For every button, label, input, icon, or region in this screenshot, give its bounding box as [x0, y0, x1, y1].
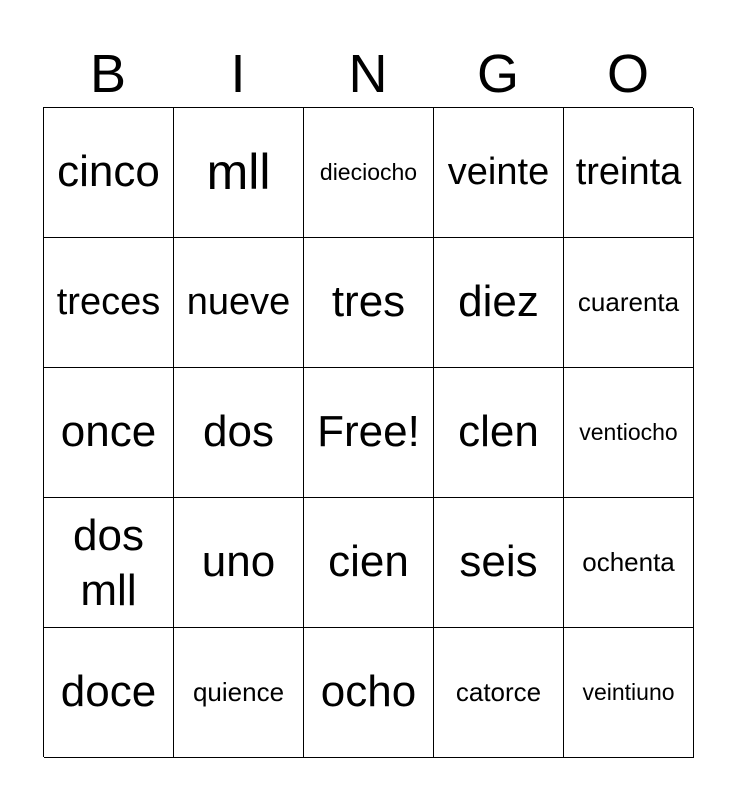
cell-label: tres — [331, 277, 406, 327]
bingo-cell[interactable] — [564, 238, 694, 368]
bingo-cell[interactable] — [434, 498, 564, 628]
bingo-cell[interactable] — [564, 108, 694, 238]
header-letter-n: N — [348, 44, 388, 104]
cell-label: mll — [206, 143, 271, 200]
cell-label: seis — [459, 537, 538, 587]
bingo-cell[interactable] — [174, 238, 304, 368]
cell-label: cinco — [57, 147, 160, 197]
cell-label: doce — [60, 667, 157, 717]
bingo-cell[interactable] — [564, 498, 694, 628]
bingo-cell[interactable] — [304, 238, 434, 368]
cell-label: dos mll — [73, 510, 144, 615]
bingo-cell[interactable] — [44, 498, 174, 628]
cell-label: cien — [328, 537, 409, 587]
cell-label: dos — [203, 407, 274, 457]
header-letter-i: I — [230, 44, 246, 104]
cell-label: treinta — [575, 150, 682, 193]
bingo-header — [43, 40, 693, 108]
header-letter-b: B — [89, 44, 127, 104]
cell-label: veinte — [447, 150, 550, 193]
cell-label: ocho — [320, 667, 417, 717]
bingo-cell[interactable] — [434, 628, 564, 758]
free-space-cell[interactable] — [304, 368, 434, 498]
bingo-cell[interactable] — [174, 108, 304, 238]
bingo-cell[interactable] — [304, 498, 434, 628]
cell-label: clen — [458, 407, 539, 457]
cell-label: treces — [56, 280, 161, 323]
cell-label: quience — [192, 676, 285, 707]
bingo-cell[interactable] — [44, 368, 174, 498]
cell-label: diez — [458, 277, 539, 327]
cell-label: ventiocho — [579, 419, 678, 446]
cell-label: uno — [201, 537, 276, 587]
cell-label: dieciocho — [319, 159, 418, 186]
bingo-cell[interactable] — [564, 628, 694, 758]
bingo-cell[interactable] — [564, 368, 694, 498]
bingo-cell[interactable] — [434, 368, 564, 498]
cell-label: cuarenta — [577, 286, 680, 317]
cell-label: Free! — [317, 407, 420, 457]
header-letter-g: G — [476, 44, 519, 104]
bingo-board — [43, 107, 693, 757]
cell-label: once — [60, 407, 157, 457]
header-letter-o: O — [606, 44, 649, 104]
cell-label: veintiuno — [582, 679, 675, 706]
cell-label: catorce — [455, 676, 542, 707]
bingo-cell[interactable] — [174, 368, 304, 498]
bingo-cell[interactable] — [44, 108, 174, 238]
bingo-cell[interactable] — [174, 498, 304, 628]
cell-label: ochenta — [582, 546, 675, 577]
bingo-cell[interactable] — [304, 628, 434, 758]
bingo-cell[interactable] — [44, 238, 174, 368]
bingo-cell[interactable] — [304, 108, 434, 238]
bingo-cell[interactable] — [434, 238, 564, 368]
bingo-cell[interactable] — [174, 628, 304, 758]
bingo-cell[interactable] — [434, 108, 564, 238]
cell-label: nueve — [186, 280, 291, 323]
bingo-cell[interactable] — [44, 628, 174, 758]
